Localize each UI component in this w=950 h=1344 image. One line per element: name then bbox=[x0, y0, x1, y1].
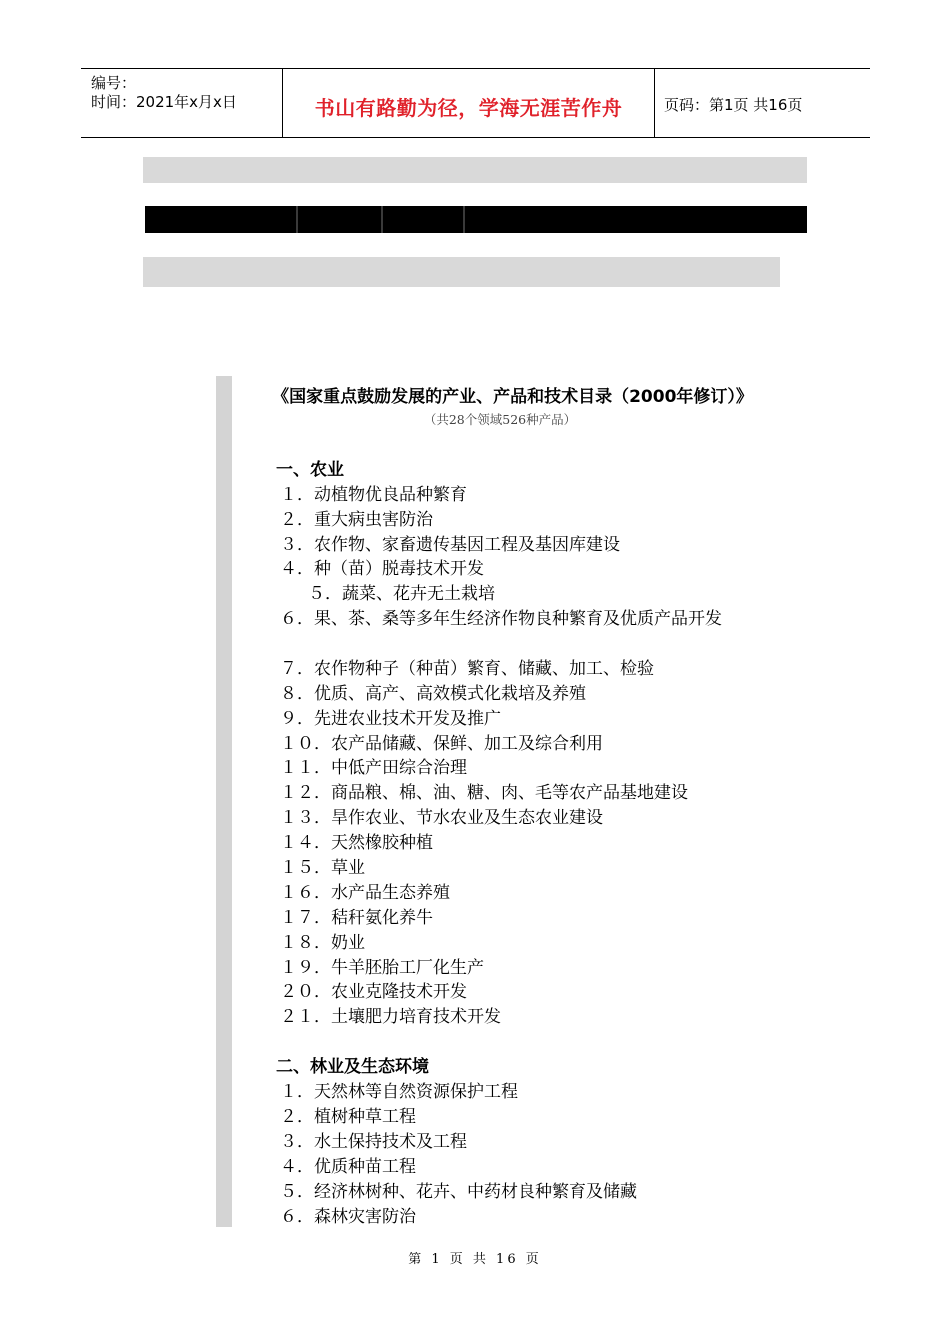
document-title: 《国家重点鼓励发展的产业、产品和技术目录（2000年修订）》 bbox=[272, 387, 753, 407]
motto-text: 书山有路勤为径，学海无涯苦作舟 bbox=[314, 96, 623, 120]
page-info: 页码：第1页 共16页 bbox=[664, 96, 803, 114]
list-item: ３．农作物、家畜遗传基因工程及基因库建设 bbox=[280, 535, 620, 555]
date-label: 时间：2021年x月x日 bbox=[91, 93, 237, 111]
list-item: １０．农产品储藏、保鲜、加工及综合利用 bbox=[280, 734, 603, 754]
list-item: ５．蔬菜、花卉无土栽培 bbox=[308, 584, 495, 604]
list-item: ６．森林灾害防治 bbox=[280, 1207, 416, 1227]
serial-number-label: 编号： bbox=[91, 74, 137, 92]
list-item: １３．旱作农业、节水农业及生态农业建设 bbox=[280, 808, 603, 828]
list-item: １．天然林等自然资源保护工程 bbox=[280, 1082, 518, 1102]
left-margin-bar bbox=[216, 376, 232, 1227]
list-item: １６．水产品生态养殖 bbox=[280, 883, 450, 903]
section-heading: 二、林业及生态环境 bbox=[276, 1057, 429, 1077]
list-item: ４．优质种苗工程 bbox=[280, 1157, 416, 1177]
list-item: ２１．土壤肥力培育技术开发 bbox=[280, 1007, 501, 1027]
list-item: １２．商品粮、棉、油、糖、肉、毛等农产品基地建设 bbox=[280, 783, 688, 803]
list-item: ７．农作物种子（种苗）繁育、储藏、加工、检验 bbox=[280, 659, 654, 679]
list-item: ５．经济林树种、花卉、中药材良种繁育及储藏 bbox=[280, 1182, 637, 1202]
list-item: １．动植物优良品种繁育 bbox=[280, 485, 467, 505]
list-item: １５．草业 bbox=[280, 858, 365, 878]
redaction-bar-gray-top bbox=[143, 157, 807, 183]
header-page-cell bbox=[655, 69, 870, 137]
list-item: ６．果、茶、桑等多年生经济作物良种繁育及优质产品开发 bbox=[280, 609, 722, 629]
page-footer: 第 1 页 共 16 页 bbox=[408, 1252, 542, 1267]
list-item: ９．先进农业技术开发及推广 bbox=[280, 709, 501, 729]
list-item: ４．种（苗）脱毒技术开发 bbox=[280, 559, 484, 579]
list-item: ２．植树种草工程 bbox=[280, 1107, 416, 1127]
list-item: １４．天然橡胶种植 bbox=[280, 833, 433, 853]
list-item: ２０．农业克隆技术开发 bbox=[280, 982, 467, 1002]
redaction-bar-gray-bottom bbox=[143, 257, 780, 287]
list-item: １７．秸秆氨化养牛 bbox=[280, 908, 433, 928]
redaction-bar-black bbox=[145, 206, 807, 233]
list-item: ２．重大病虫害防治 bbox=[280, 510, 433, 530]
section-heading: 一、农业 bbox=[276, 460, 344, 480]
header-motto-cell bbox=[283, 69, 655, 137]
header-table bbox=[81, 68, 870, 138]
list-item: ８．优质、高产、高效模式化栽培及养殖 bbox=[280, 684, 586, 704]
document-subtitle: （共28个领域526种产品） bbox=[423, 412, 577, 427]
header-info-cell bbox=[81, 69, 283, 137]
list-item: １１．中低产田综合治理 bbox=[280, 758, 467, 778]
list-item: ３．水土保持技术及工程 bbox=[280, 1132, 467, 1152]
list-item: １９．牛羊胚胎工厂化生产 bbox=[280, 958, 484, 978]
list-item: １８．奶业 bbox=[280, 933, 365, 953]
